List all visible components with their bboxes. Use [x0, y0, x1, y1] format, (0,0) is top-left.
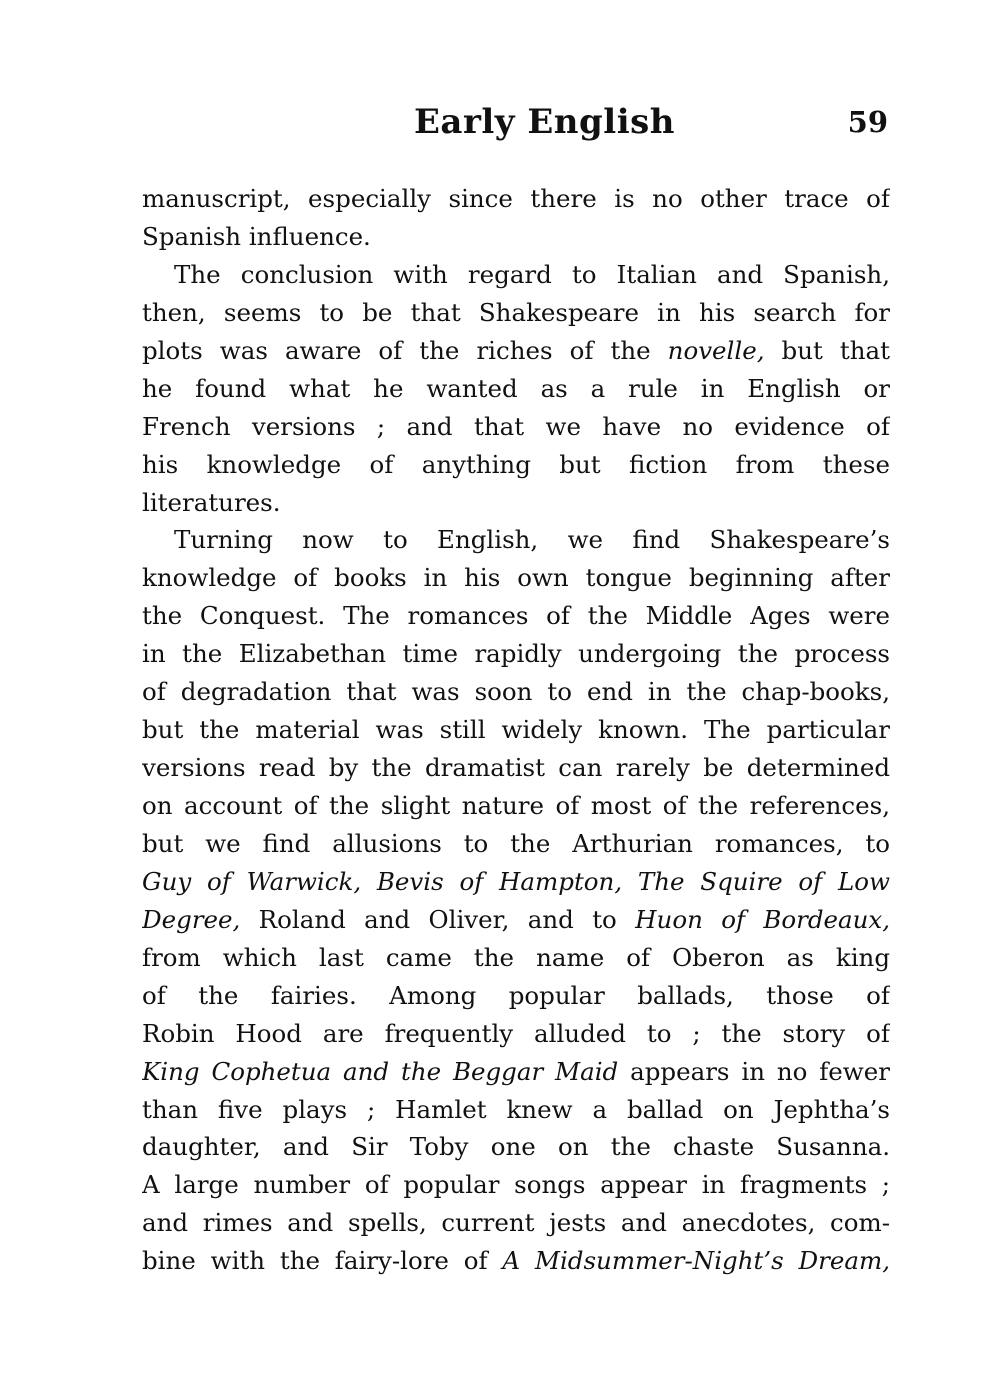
text-line	[142, 1053, 890, 1091]
text-segment: Spanish influence.	[142, 221, 371, 251]
text-line	[142, 597, 890, 635]
text-segment: then, seems to be that Shakespeare in his search for	[142, 297, 890, 327]
text-line	[142, 673, 890, 711]
text-segment: daughter, and Sir Toby one on the chaste Susanna.	[142, 1132, 890, 1162]
text-line	[142, 635, 890, 673]
text-line	[142, 939, 890, 977]
text-line	[142, 977, 890, 1015]
text-segment: The conclusion with regard to Italian and Spanish,	[174, 259, 890, 289]
text-line	[142, 294, 890, 332]
text-segment: and rimes and spells, current jests and anecdotes, com-	[142, 1208, 890, 1238]
text-segment: of degradation that was soon to end in the chap-books,	[142, 677, 890, 707]
text-line	[142, 711, 890, 749]
text-segment: but we find allusions to the Arthurian romances, to	[142, 828, 890, 858]
text-line	[142, 825, 890, 863]
text-segment: versions read by the dramatist can rarely be determined	[142, 753, 890, 783]
text-segment: A large number of popular songs appear in fragments ;	[142, 1170, 890, 1200]
text-line	[142, 1015, 890, 1053]
text-segment: literatures.	[142, 487, 281, 517]
body-text	[142, 180, 890, 1280]
italic-text: novelle,	[667, 335, 765, 365]
text-segment: on account of the slight nature of most of the references,	[142, 791, 890, 820]
text-segment: but that	[764, 335, 890, 365]
text-line	[142, 521, 890, 559]
text-segment: of the fairies. Among popular ballads, those of	[142, 980, 890, 1010]
text-line	[142, 370, 890, 408]
text-line	[142, 256, 890, 294]
italic-text: Guy of Warwick, Bevis of Hampton, The Squire of Low	[142, 866, 890, 896]
text-line	[142, 1166, 890, 1204]
italic-text: Huon of Bordeaux,	[635, 904, 890, 934]
text-segment: knowledge of books in his own tongue beginning after	[142, 563, 890, 593]
text-line	[142, 749, 890, 787]
italic-text: Degree,	[142, 904, 241, 934]
text-segment: bine with the fairy-lore of	[142, 1246, 503, 1276]
text-line	[142, 332, 890, 370]
text-line	[142, 1091, 890, 1129]
running-title: Early English	[414, 102, 675, 142]
text-line	[142, 559, 890, 597]
text-segment: appears in no fewer	[618, 1056, 890, 1086]
text-segment: but the material was still widely known. The particular	[142, 715, 890, 745]
text-line	[142, 408, 890, 446]
text-line	[142, 863, 890, 901]
text-segment: from which last came the name of Oberon as king	[142, 942, 890, 972]
text-line	[142, 180, 890, 218]
text-segment: French versions ; and that we have no evidence of	[142, 411, 890, 441]
text-line	[142, 1128, 890, 1166]
text-segment: his knowledge of anything but fiction from these	[142, 449, 890, 479]
text-line	[142, 218, 890, 256]
text-segment: the Conquest. The romances of the Middle Ages were	[142, 601, 890, 631]
text-line	[142, 901, 890, 939]
text-segment: manuscript, especially since there is no other trace of	[142, 184, 890, 213]
running-head	[0, 92, 1000, 152]
text-segment: than five plays ; Hamlet knew a ballad on Jephtha’s	[142, 1094, 890, 1124]
text-line	[142, 446, 890, 484]
text-segment: Roland and Oliver, and to	[240, 904, 636, 934]
italic-text: A Midsummer-Night’s Dream,	[502, 1246, 890, 1276]
italic-text: King Cophetua and the Beggar Maid	[142, 1056, 619, 1086]
text-segment: Robin Hood are frequently alluded to ; the story of	[142, 1018, 890, 1048]
text-line	[142, 787, 890, 825]
text-line	[142, 1242, 890, 1280]
text-segment: Turning now to English, we find Shakespeare’s	[174, 525, 890, 555]
page-number: 59	[847, 105, 888, 139]
text-segment: he found what he wanted as a rule in English or	[142, 373, 890, 403]
text-line	[142, 484, 890, 522]
text-line	[142, 1204, 890, 1242]
text-segment: plots was aware of the riches of the	[142, 335, 668, 365]
text-segment: in the Elizabethan time rapidly undergoing the process	[142, 639, 890, 669]
